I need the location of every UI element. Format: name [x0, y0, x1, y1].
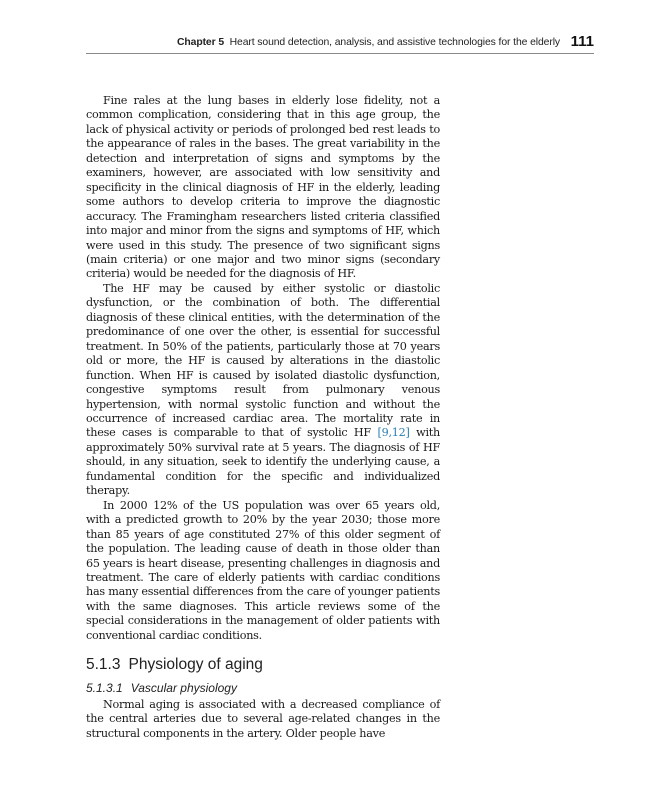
- paragraph: Normal aging is associated with a decreased compliance of the central arteries due to several age-related changes in the structural components in the artery. Older people have: [86, 698, 440, 740]
- running-header: [86, 33, 594, 54]
- subsection-title: Vascular physiology: [130, 681, 237, 695]
- section-number: 5.1.3: [86, 656, 121, 673]
- chapter-title: Chapter 5 Heart sound detection, analysis, and assistive technologies for the elderly: [177, 37, 560, 48]
- paragraph: Fine rales at the lung bases in elderly lose fidelity, not a common complication, considering that in this age group, the lack of physical activity or periods of prolonged bed rest leads to the appearance of rales in the bases. The great variability in the detection and interpretation of signs and symptoms by the examiners, however, are associated with low sensitivity and specificity in the clinical diagnosis of HF in the elderly, leading some authors to develop criteria to improve the diagnostic accuracy. The Framingham researchers listed criteria classified into major and minor from the signs and symptoms of HF, which were used in this study. The presence of two significant signs (main criteria) or one major and two minor signs (secondary criteria) would be needed for the diagnosis of HF.: [86, 94, 440, 281]
- subsection-number: 5.1.3.1: [86, 681, 123, 695]
- section-title: Physiology of aging: [128, 656, 263, 673]
- page-number: 111: [570, 33, 594, 50]
- section-heading: [86, 656, 263, 674]
- subsection-heading: [86, 681, 237, 695]
- body-text: [86, 94, 440, 643]
- paragraph: The HF may be caused by either systolic or diastolic dysfunction, or the combination of both. The differential diagnosis of these clinical entities, with the determination of the predominance of one over the other, is essential for successful treatment. In 50% of the patients, particularly those at 70 years old or more, the HF is caused by alterations in the diastolic function. When HF is caused by isolated diastolic dysfunction, congestive symptoms result from pulmonary venous hypertension, with normal systolic function and without the occurrence of increased cardiac area. The mortality rate in these cases is comparable to that of systolic HF [9,12] with approximately 50% survival rate at 5 years. The diagnosis of HF should, in any situation, seek to identify the underlying cause, a fundamental condition for the specific and individualized therapy.: [86, 281, 440, 498]
- citation-link[interactable]: [9,12]: [377, 426, 410, 440]
- paragraph: In 2000 12% of the US population was over 65 years old, with a predicted growth to 20% by the year 2030; those more than 85 years of age constituted 27% of this older segment of the population. The leading cause of death in those older than 65 years is heart disease, presenting challenges in diagnosis and treatment. The care of elderly patients with cardiac conditions has many essential differences from the care of younger patients with the same diagnoses. This article reviews some of the special considerations in the management of older patients with conventional cardiac conditions.: [86, 498, 440, 642]
- section-body-text: [86, 698, 440, 741]
